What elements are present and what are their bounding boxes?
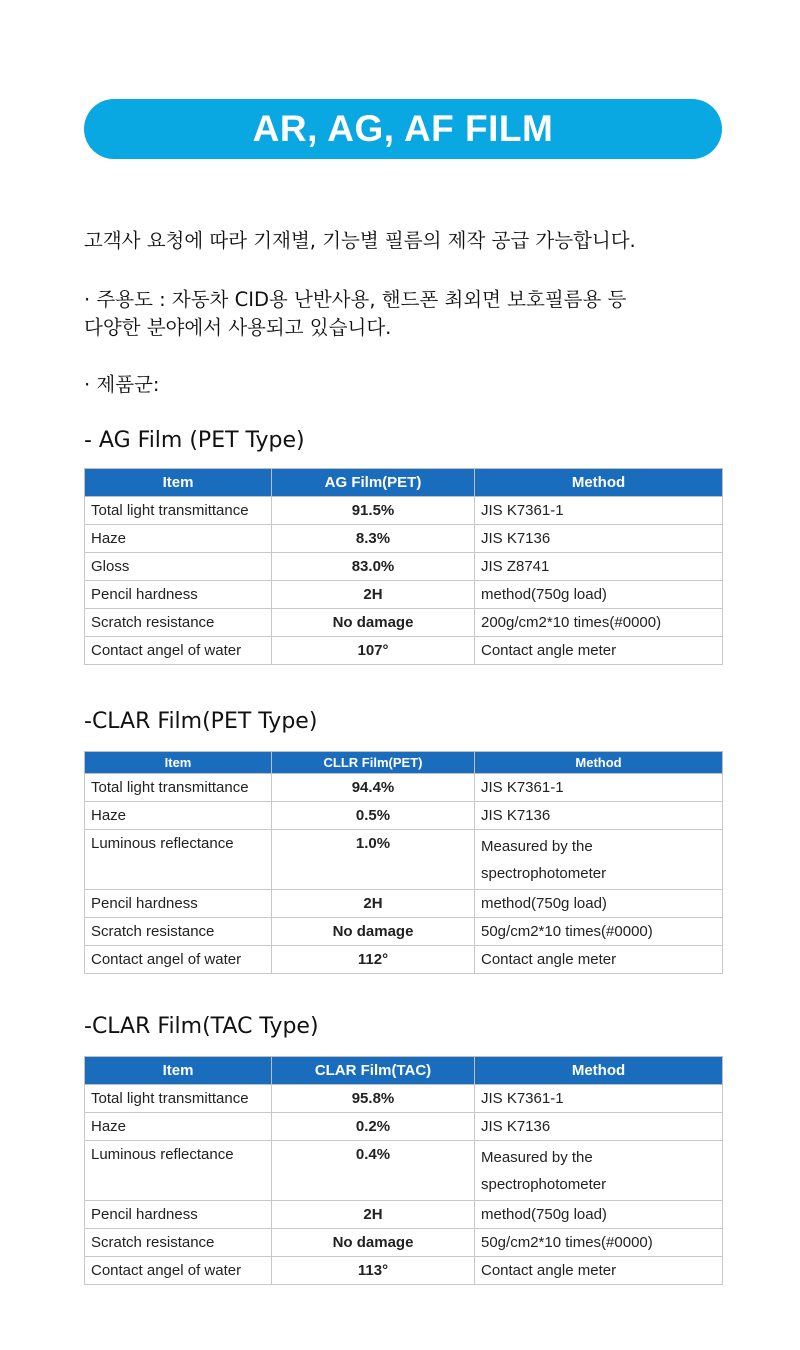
item-cell: Total light transmittance: [85, 1085, 272, 1113]
value-cell: 8.3%: [272, 525, 475, 553]
method-cell: 200g/cm2*10 times(#0000): [475, 609, 723, 637]
table-row: [85, 1257, 723, 1285]
item-cell: Pencil hardness: [85, 1201, 272, 1229]
intro-text: 고객사 요청에 따라 기재별, 기능별 필름의 제작 공급 가능합니다.: [84, 229, 636, 252]
header-value: CLAR Film(TAC): [272, 1057, 475, 1085]
item-cell: Luminous reflectance: [85, 1141, 272, 1201]
header-method: Method: [475, 752, 723, 774]
method-cell: method(750g load): [475, 890, 723, 918]
item-cell: Haze: [85, 525, 272, 553]
method-cell: JIS K7361-1: [475, 497, 723, 525]
method-cell: Contact angle meter: [475, 1257, 723, 1285]
section-title-clar-pet: -CLAR Film(PET Type): [84, 709, 318, 734]
method-cell: JIS K7136: [475, 802, 723, 830]
value-cell: 2H: [272, 1201, 475, 1229]
value-cell: No damage: [272, 918, 475, 946]
value-cell: 0.2%: [272, 1113, 475, 1141]
table-row: [85, 553, 723, 581]
table-row: [85, 1085, 723, 1113]
item-cell: Scratch resistance: [85, 918, 272, 946]
method-cell: method(750g load): [475, 581, 723, 609]
method-cell: JIS K7361-1: [475, 1085, 723, 1113]
method-line-1: Measured by the: [481, 1148, 593, 1166]
item-cell: Scratch resistance: [85, 609, 272, 637]
value-cell: 83.0%: [272, 553, 475, 581]
item-cell: Pencil hardness: [85, 581, 272, 609]
method-line-1: Measured by the: [481, 837, 593, 855]
value-cell: No damage: [272, 609, 475, 637]
header-method: Method: [475, 1057, 723, 1085]
item-cell: Luminous reflectance: [85, 830, 272, 890]
table-row: [85, 890, 723, 918]
table-row: [85, 1113, 723, 1141]
table-row: [85, 946, 723, 974]
table-row: [85, 609, 723, 637]
header-value: AG Film(PET): [272, 469, 475, 497]
spec-table-clar-pet: [84, 751, 723, 974]
value-cell: No damage: [272, 1229, 475, 1257]
title-banner: [84, 99, 722, 159]
table-header-row: [85, 469, 723, 497]
item-cell: Contact angel of water: [85, 637, 272, 665]
method-cell: JIS K7136: [475, 1113, 723, 1141]
page-title: AR, AG, AF FILM: [252, 108, 554, 149]
method-cell: Contact angle meter: [475, 637, 723, 665]
usage-text-line2: 다양한 분야에서 사용되고 있습니다.: [84, 316, 392, 339]
value-cell: 91.5%: [272, 497, 475, 525]
table-row: [85, 497, 723, 525]
item-cell: Haze: [85, 802, 272, 830]
header-item: Item: [85, 752, 272, 774]
item-cell: Haze: [85, 1113, 272, 1141]
item-cell: Contact angel of water: [85, 1257, 272, 1285]
product-line-label: · 제품군:: [84, 373, 160, 396]
method-cell: JIS Z8741: [475, 553, 723, 581]
value-cell: 0.5%: [272, 802, 475, 830]
item-cell: Pencil hardness: [85, 890, 272, 918]
item-cell: Gloss: [85, 553, 272, 581]
table-row: [85, 918, 723, 946]
method-cell: [475, 1141, 723, 1201]
header-item: Item: [85, 1057, 272, 1085]
value-cell: 1.0%: [272, 830, 475, 890]
spec-table-clar-tac: [84, 1056, 723, 1285]
table-row: [85, 1141, 723, 1201]
method-cell: 50g/cm2*10 times(#0000): [475, 1229, 723, 1257]
table-header-row: [85, 752, 723, 774]
section-title-clar-tac: -CLAR Film(TAC Type): [84, 1014, 319, 1039]
usage-text-line1: · 주용도 : 자동차 CID용 난반사용, 핸드폰 최외면 보호필름용 등: [84, 288, 627, 311]
spec-table-ag-pet: [84, 468, 723, 665]
value-cell: 0.4%: [272, 1141, 475, 1201]
header-method: Method: [475, 469, 723, 497]
method-cell: JIS K7136: [475, 525, 723, 553]
table-row: [85, 581, 723, 609]
value-cell: 94.4%: [272, 774, 475, 802]
value-cell: 95.8%: [272, 1085, 475, 1113]
value-cell: 2H: [272, 581, 475, 609]
item-cell: Scratch resistance: [85, 1229, 272, 1257]
table-row: [85, 1201, 723, 1229]
table-row: [85, 637, 723, 665]
table-row: [85, 802, 723, 830]
value-cell: 112°: [272, 946, 475, 974]
table-row: [85, 525, 723, 553]
section-title-ag-pet: - AG Film (PET Type): [84, 428, 305, 453]
method-cell: Contact angle meter: [475, 946, 723, 974]
item-cell: Total light transmittance: [85, 497, 272, 525]
item-cell: Contact angel of water: [85, 946, 272, 974]
method-line-2: spectrophotometer: [481, 864, 607, 882]
value-cell: 2H: [272, 890, 475, 918]
value-cell: 113°: [272, 1257, 475, 1285]
table-header-row: [85, 1057, 723, 1085]
method-cell: JIS K7361-1: [475, 774, 723, 802]
item-cell: Total light transmittance: [85, 774, 272, 802]
value-cell: 107°: [272, 637, 475, 665]
table-row: [85, 774, 723, 802]
table-row: [85, 1229, 723, 1257]
method-line-2: spectrophotometer: [481, 1175, 607, 1193]
header-value: CLLR Film(PET): [272, 752, 475, 774]
header-item: Item: [85, 469, 272, 497]
table-row: [85, 830, 723, 890]
method-cell: [475, 830, 723, 890]
method-cell: method(750g load): [475, 1201, 723, 1229]
method-cell: 50g/cm2*10 times(#0000): [475, 918, 723, 946]
